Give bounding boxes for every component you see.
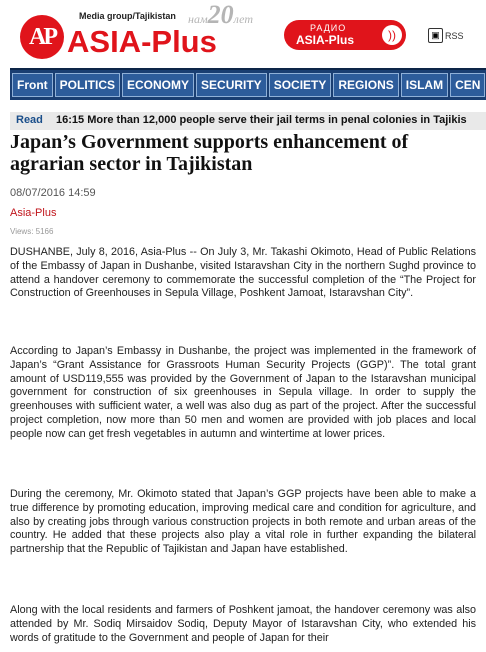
ticker-headline-link[interactable]: 16:15 More than 12,000 people serve their jail terms in penal colonies in Tajikis bbox=[56, 114, 467, 126]
anniversary-suffix: лет bbox=[233, 12, 253, 26]
radio-label: РАДИО bbox=[310, 23, 347, 33]
rss-link[interactable] bbox=[428, 27, 464, 45]
logo-mark-text: AP bbox=[29, 24, 55, 50]
news-ticker bbox=[10, 112, 486, 130]
nav-item-security[interactable]: SECURITY bbox=[196, 73, 267, 97]
radio-button[interactable] bbox=[284, 20, 406, 50]
article-date: 08/07/2016 14:59 bbox=[10, 187, 96, 199]
nav-item-front[interactable]: Front bbox=[12, 73, 53, 97]
nav-item-islam[interactable]: ISLAM bbox=[401, 73, 448, 97]
nav-item-regions[interactable]: REGIONS bbox=[333, 73, 398, 97]
nav-item-economy[interactable]: ECONOMY bbox=[122, 73, 194, 97]
article-views: Views: 5166 bbox=[10, 227, 54, 236]
nav-item-politics[interactable]: POLITICS bbox=[55, 73, 120, 97]
site-header bbox=[0, 0, 486, 68]
ticker-read-label: Read bbox=[16, 114, 43, 126]
article-source[interactable]: Asia-Plus bbox=[10, 207, 57, 219]
site-brand[interactable]: ASIA-Plus bbox=[67, 24, 217, 59]
article-paragraph: According to Japan’s Embassy in Dushanbe, the project was implemented in the framework of Japan’s “Grant Assistance for Grassroots Human Security Projects (GGP)”. The total grant amount of USD119,555 was provided by the Government of Japan to the Istaravshan municipal government for construction of six greenhouses in Sepula village. In order to supply the greenhouses with sufficient water, a well was also dug as part of the project. After the successful project completion, now more than 50 men and women are provided with job places and local people now can get fresh vegetables in autumn and wintertime at lower prices. bbox=[10, 345, 476, 440]
anniversary-prefix: нам bbox=[188, 12, 208, 26]
anniversary-number: 20 bbox=[207, 0, 234, 29]
asia-plus-logo-icon[interactable] bbox=[20, 15, 64, 59]
nav-item-society[interactable]: SOCIETY bbox=[269, 73, 332, 97]
main-nav bbox=[10, 68, 486, 100]
radio-brand: ASIA-Plus bbox=[296, 33, 355, 47]
article-paragraph: DUSHANBE, July 8, 2016, Asia-Plus -- On July 3, Mr. Takashi Okimoto, Head of Public Relations of the Embassy of Japan in Dushanbe, visited Istaravshan City in the northern Sughd province to attend a handover ceremony to commemorate the successful completion of the “The Project for Construction of Greenhouses in Sepula Village, Poshkent Jamoat, Istaravshan City”. bbox=[10, 246, 476, 300]
nav-item-central[interactable]: CEN bbox=[450, 73, 485, 97]
radio-waves-icon: )) bbox=[382, 25, 402, 45]
anniversary-badge bbox=[188, 0, 253, 30]
article-headline: Japan’s Government supports enhancement of agrarian sector in Tajikistan bbox=[10, 131, 409, 175]
media-group-label: Media group/Tajikistan bbox=[79, 11, 176, 21]
article-paragraph: Along with the local residents and farmers of Poshkent jamoat, the handover ceremony was also attended by Mr. Sodiq Mirsaidov Sodiq, Deputy Mayor of Istaravshan City, who extended his words of gratitude to the Government and people of Japan for their bbox=[10, 604, 476, 644]
rss-icon: ▣ bbox=[428, 28, 443, 43]
article-paragraph: During the ceremony, Mr. Okimoto stated that Japan’s GGP projects have been able to make a true difference by promoting education, improving medical care and condition for agriculture, and also by creating jobs through various construction projects in both remote and urban areas of the country. He added that these projects also play a vital role in further expanding the bilateral partnership that the Republic of Tajikistan and Japan have established. bbox=[10, 488, 476, 556]
rss-label: RSS bbox=[445, 30, 464, 41]
